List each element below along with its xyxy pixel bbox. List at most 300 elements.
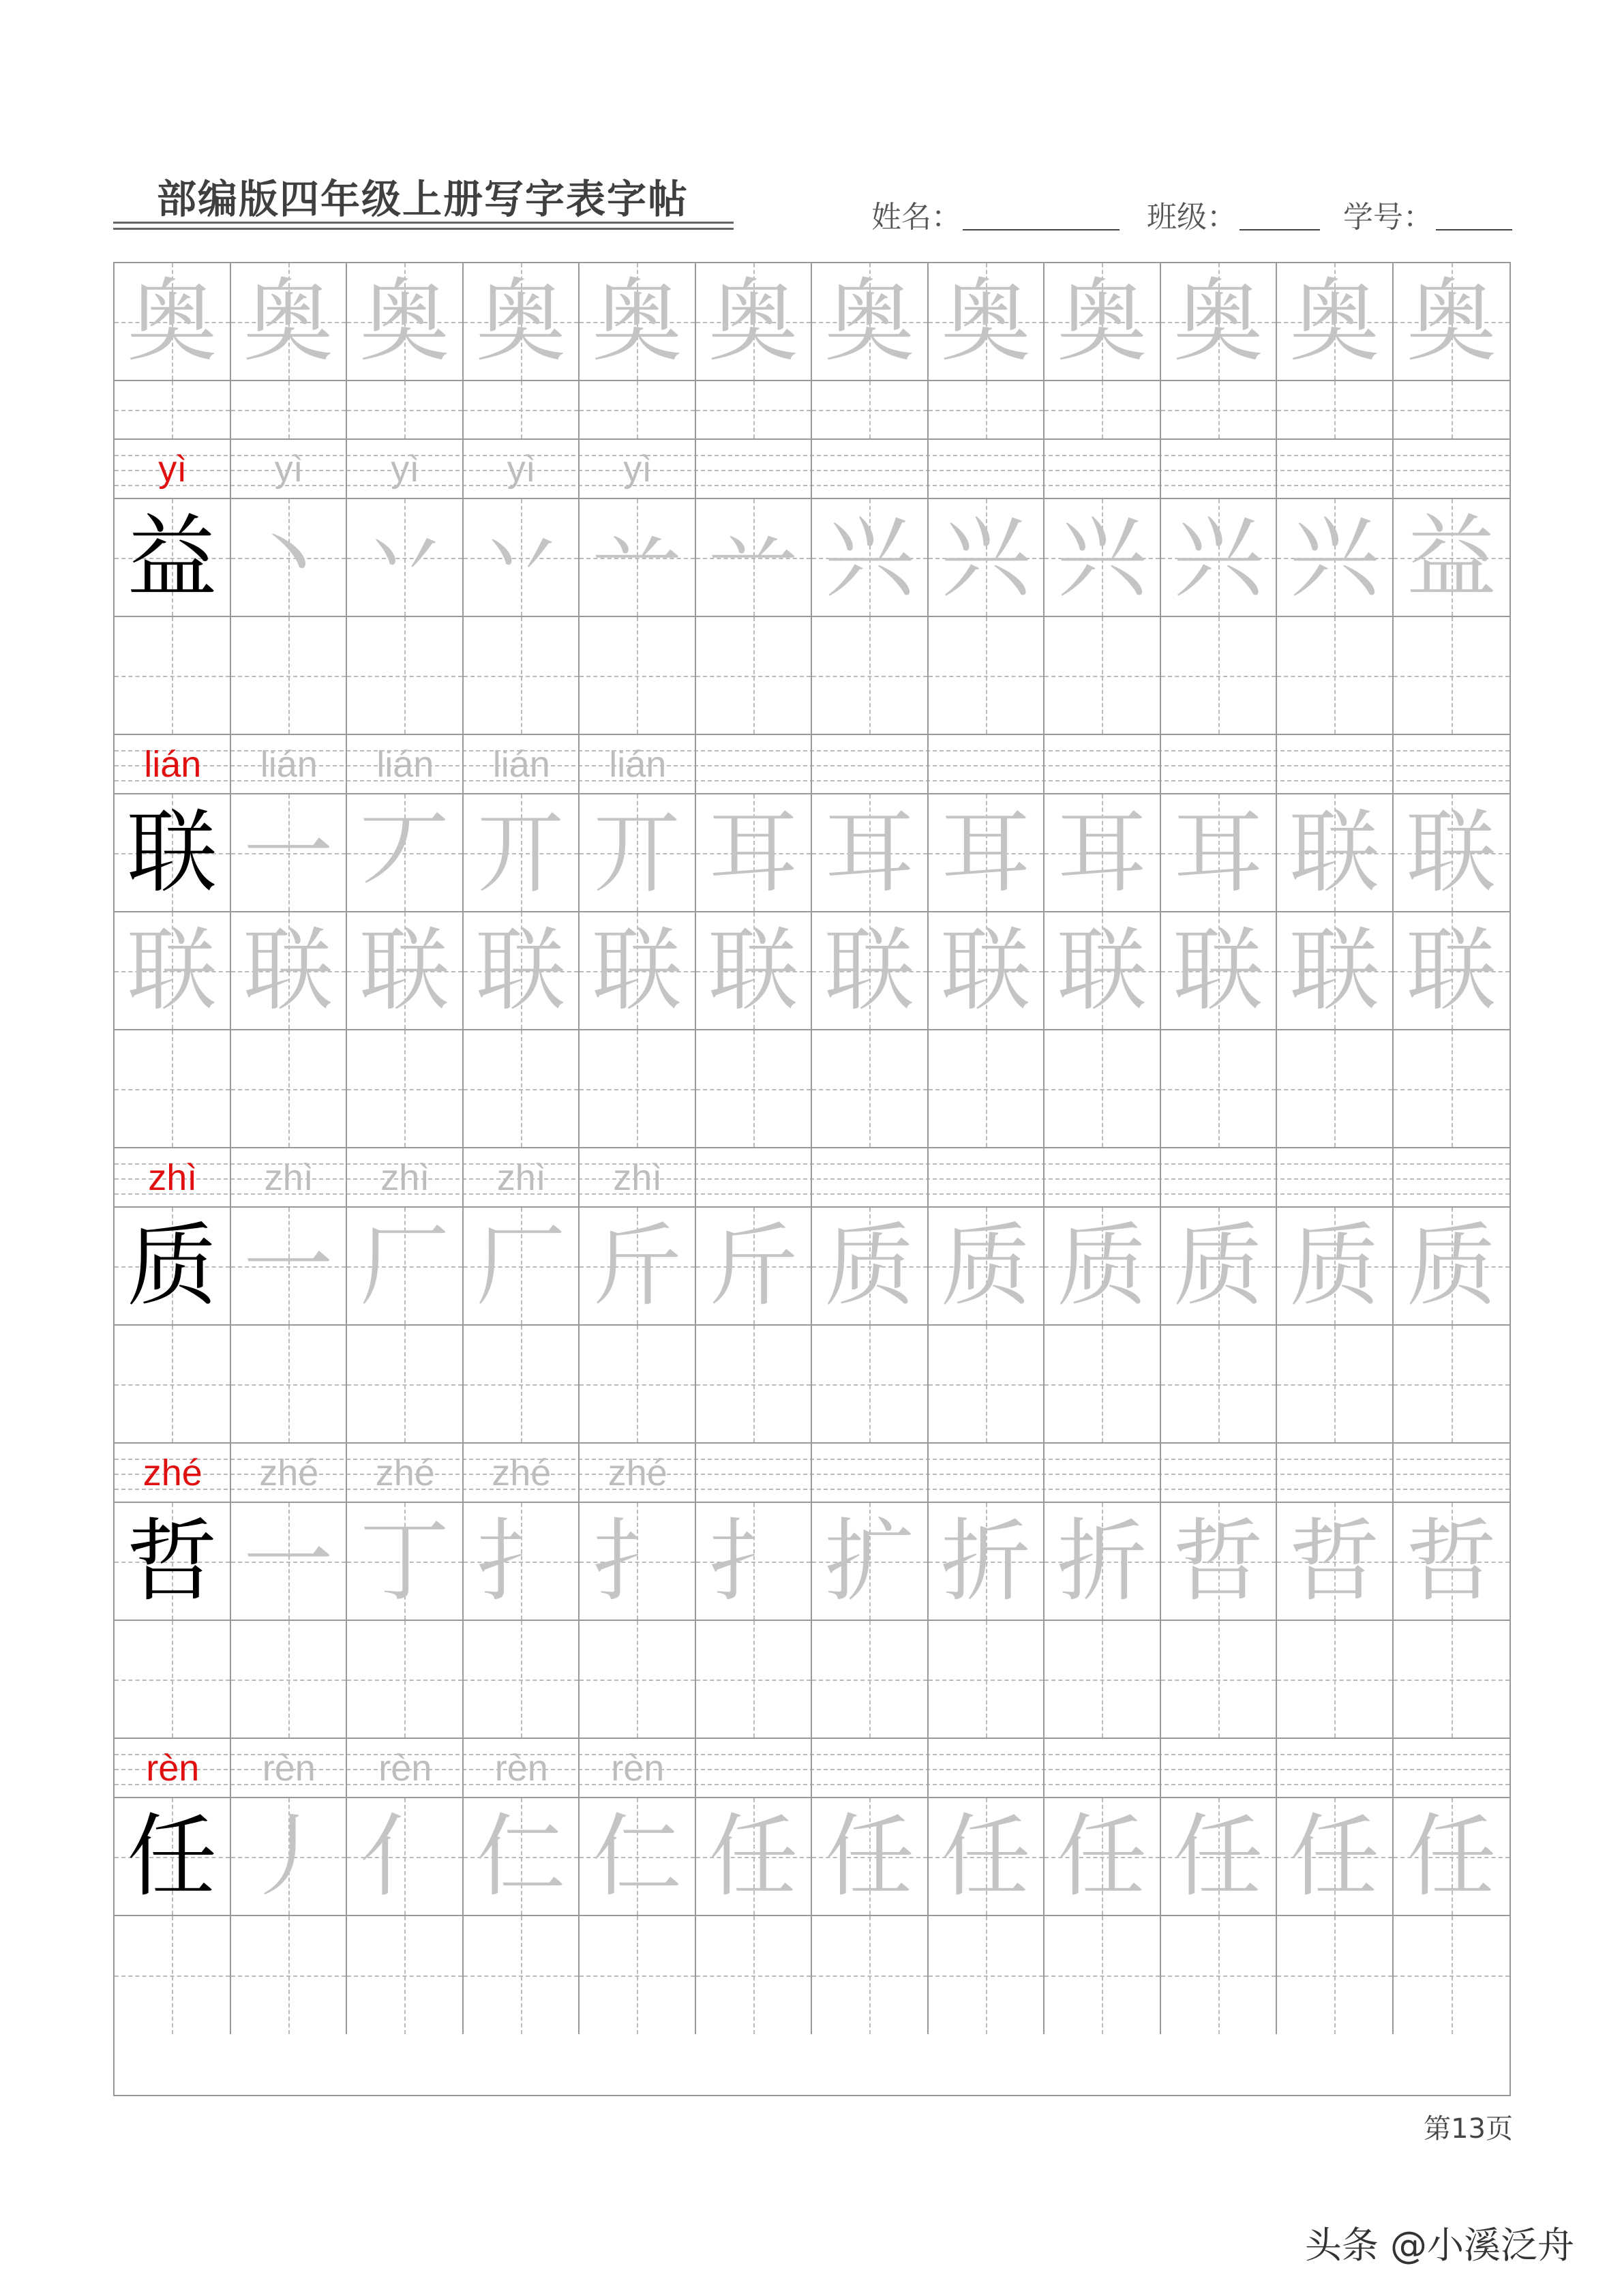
practice-cell: [1277, 263, 1394, 380]
pinyin-cell[interactable]: [929, 440, 1045, 498]
practice-cell: [1045, 1503, 1161, 1620]
practice-cell: [464, 1503, 580, 1620]
practice-cell: [929, 499, 1045, 616]
practice-cell[interactable]: [812, 381, 929, 438]
practice-cell[interactable]: [580, 1326, 696, 1442]
practice-cell[interactable]: [1161, 1326, 1278, 1442]
practice-cell: [347, 794, 464, 911]
stroke-step: 联: [1406, 800, 1497, 906]
practice-cell[interactable]: [812, 617, 929, 734]
practice-cell[interactable]: [580, 381, 696, 438]
practice-cell: [696, 499, 813, 616]
practice-cell: [929, 1798, 1045, 1915]
pinyin-cell[interactable]: [1045, 1148, 1161, 1206]
practice-cell: [115, 1798, 231, 1915]
stroke-step: 仁: [475, 1804, 566, 1909]
trace-char: 联: [243, 918, 333, 1024]
title-underline: [113, 222, 734, 230]
stroke-step: 耳: [708, 800, 798, 906]
stroke-step: 任: [940, 1804, 1031, 1909]
practice-cell: [347, 1798, 464, 1915]
pinyin-model: lián: [144, 743, 202, 785]
pinyin-trace: zhé: [492, 1452, 552, 1493]
stroke-step: 扌: [708, 1508, 798, 1614]
practice-cell[interactable]: [115, 1326, 231, 1442]
practice-cell[interactable]: [1045, 1621, 1161, 1738]
practice-cell: [1161, 1208, 1278, 1324]
practice-cell[interactable]: [1161, 1916, 1278, 2034]
stroke-step: 折: [940, 1508, 1031, 1614]
practice-cell[interactable]: [929, 1621, 1045, 1738]
practice-cell: [696, 912, 813, 1029]
char-row: [115, 1503, 1510, 1621]
pinyin-cell[interactable]: [696, 1148, 813, 1206]
practice-cell[interactable]: [812, 1030, 929, 1147]
name-label: 姓名：: [871, 200, 961, 235]
practice-cell: [1277, 794, 1394, 911]
practice-cell: [696, 1503, 813, 1620]
practice-cell[interactable]: [464, 1916, 580, 2034]
practice-cell: [929, 1503, 1045, 1620]
stroke-step: 任: [708, 1804, 798, 1909]
stroke-step: 䒑: [592, 505, 682, 610]
practice-cell[interactable]: [1045, 1326, 1161, 1442]
practice-cell[interactable]: [1277, 1030, 1394, 1147]
practice-cell[interactable]: [1277, 1621, 1394, 1738]
practice-cell[interactable]: [696, 1621, 813, 1738]
practice-cell: [115, 1208, 231, 1324]
practice-cell: [1277, 912, 1394, 1029]
practice-cell: [1161, 1503, 1278, 1620]
char-row: [115, 1208, 1510, 1326]
trace-char: 奥: [127, 269, 217, 374]
trace-char: 联: [1406, 918, 1497, 1024]
practice-cell[interactable]: [929, 1916, 1045, 2034]
practice-cell[interactable]: [1161, 1030, 1278, 1147]
stroke-step: 兴: [1289, 505, 1380, 610]
practice-cell[interactable]: [1277, 381, 1394, 438]
number-label: 学号：: [1343, 200, 1433, 235]
practice-cell: [1045, 912, 1161, 1029]
practice-cell[interactable]: [347, 1916, 464, 2034]
practice-cell: [580, 263, 696, 380]
pinyin-cell[interactable]: [1394, 1148, 1510, 1206]
stroke-step: 丷: [359, 505, 450, 610]
pinyin-row: [115, 1739, 1510, 1798]
stroke-step: 扌: [592, 1508, 682, 1614]
pinyin-trace: lián: [609, 743, 667, 785]
stroke-step: 质: [1289, 1213, 1380, 1319]
stroke-step: 质: [1406, 1213, 1497, 1319]
practice-cell[interactable]: [1277, 617, 1394, 734]
stroke-step: 哲: [1289, 1508, 1380, 1614]
stroke-step: 扩: [824, 1508, 915, 1614]
page-number: 第13页: [1424, 2113, 1513, 2145]
practice-cell: [231, 1503, 348, 1620]
practice-cell: [347, 499, 464, 616]
practice-cell[interactable]: [1394, 1326, 1510, 1442]
trace-char: 奥: [1289, 269, 1380, 374]
pinyin-cell[interactable]: [1161, 1444, 1278, 1502]
practice-cell[interactable]: [231, 1621, 348, 1738]
practice-cell[interactable]: [115, 617, 231, 734]
pinyin-cell[interactable]: [1161, 735, 1278, 793]
practice-cell[interactable]: [231, 1326, 348, 1442]
practice-cell: [115, 499, 231, 616]
stroke-step: 丁: [359, 1508, 450, 1614]
pinyin-trace: rèn: [611, 1747, 665, 1789]
stroke-step: 哲: [1173, 1508, 1263, 1614]
watermark: 头条 @小溪泛舟: [1304, 2224, 1574, 2267]
trace-char: 联: [359, 918, 450, 1024]
trace-char: 联: [1289, 918, 1380, 1024]
char-row: [115, 499, 1510, 617]
practice-cell: [812, 794, 929, 911]
stroke-step: 质: [1173, 1213, 1263, 1319]
trace-char: 奥: [1057, 269, 1147, 374]
practice-cell: [1045, 1798, 1161, 1915]
pinyin-cell[interactable]: [696, 1444, 813, 1502]
practice-cell[interactable]: [1394, 617, 1510, 734]
practice-cell: [231, 912, 348, 1029]
pinyin-cell[interactable]: [1045, 1739, 1161, 1797]
stroke-step: 厂: [475, 1213, 566, 1319]
pinyin-model: rèn: [146, 1747, 200, 1789]
trace-char: 奥: [1406, 269, 1497, 374]
trace-char: 联: [708, 918, 798, 1024]
practice-cell[interactable]: [347, 1030, 464, 1147]
stroke-step: 任: [824, 1804, 915, 1909]
practice-cell: [1394, 1503, 1510, 1620]
practice-cell: [1161, 1798, 1278, 1915]
pinyin-cell[interactable]: [696, 735, 813, 793]
stroke-step: 丿: [243, 1804, 333, 1909]
practice-cell[interactable]: [231, 1916, 348, 2034]
pinyin-trace: lián: [492, 743, 550, 785]
practice-cell[interactable]: [580, 1030, 696, 1147]
practice-cell[interactable]: [347, 381, 464, 438]
stroke-step: 任: [1173, 1804, 1263, 1909]
trace-char: 奥: [1173, 269, 1263, 374]
pinyin-cell[interactable]: [1394, 1739, 1510, 1797]
page-title: 部编版四年级上册写字表字帖: [157, 176, 689, 222]
stroke-step: 䒑: [708, 505, 798, 610]
practice-cell: [812, 1503, 929, 1620]
pinyin-row: [115, 1148, 1510, 1208]
practice-cell[interactable]: [696, 1030, 813, 1147]
pinyin-cell[interactable]: [1161, 1148, 1278, 1206]
char-row: [115, 794, 1510, 912]
pinyin-cell[interactable]: [929, 1739, 1045, 1797]
char-row: [115, 1030, 1510, 1148]
pinyin-trace: rèn: [262, 1747, 316, 1789]
pinyin-cell[interactable]: [812, 1444, 929, 1502]
practice-cell[interactable]: [347, 1621, 464, 1738]
pinyin-cell[interactable]: [1394, 1444, 1510, 1502]
practice-cell[interactable]: [1045, 1030, 1161, 1147]
stroke-step: 兴: [824, 505, 915, 610]
pinyin-cell[interactable]: [1394, 440, 1510, 498]
practice-cell[interactable]: [812, 1916, 929, 2034]
practice-cell: [1161, 263, 1278, 380]
practice-cell[interactable]: [347, 617, 464, 734]
pinyin-cell[interactable]: [812, 440, 929, 498]
trace-char: 联: [127, 918, 217, 1024]
practice-cell[interactable]: [1161, 381, 1278, 438]
practice-cell: [347, 1503, 464, 1620]
pinyin-trace: zhì: [613, 1157, 663, 1198]
practice-cell: [812, 912, 929, 1029]
practice-cell: [1045, 499, 1161, 616]
char-row: [115, 1326, 1510, 1444]
stroke-step: 耳: [1173, 800, 1263, 906]
pinyin-cell[interactable]: [1045, 440, 1161, 498]
trace-char: 联: [1173, 918, 1263, 1024]
trace-char: 联: [475, 918, 566, 1024]
pinyin-cell[interactable]: [1045, 1444, 1161, 1502]
stroke-step: 联: [1289, 800, 1380, 906]
practice-cell[interactable]: [1045, 1916, 1161, 2034]
stroke-step: 一: [243, 800, 333, 906]
pinyin-cell[interactable]: [929, 1148, 1045, 1206]
practice-cell: [464, 499, 580, 616]
char-row: [115, 912, 1510, 1030]
stroke-step: 丌: [592, 800, 682, 906]
practice-cell: [115, 794, 231, 911]
practice-cell: [1277, 499, 1394, 616]
trace-char: 奥: [940, 269, 1031, 374]
pinyin-cell[interactable]: [696, 1739, 813, 1797]
pinyin-trace: lián: [260, 743, 318, 785]
practice-cell[interactable]: [929, 1326, 1045, 1442]
pinyin-cell[interactable]: [696, 440, 813, 498]
pinyin-cell[interactable]: [812, 1739, 929, 1797]
trace-char: 奥: [243, 269, 333, 374]
stroke-step: 丷: [475, 505, 566, 610]
practice-cell[interactable]: [464, 381, 580, 438]
pinyin-cell[interactable]: [1277, 1148, 1394, 1206]
trace-char: 联: [1057, 918, 1147, 1024]
practice-cell[interactable]: [464, 1326, 580, 1442]
model-char: 质: [127, 1213, 217, 1319]
stroke-step: 斤: [708, 1213, 798, 1319]
practice-cell[interactable]: [580, 1916, 696, 2034]
pinyin-cell[interactable]: [1045, 735, 1161, 793]
stroke-step: 丆: [359, 800, 450, 906]
practice-cell: [1045, 1208, 1161, 1324]
pinyin-trace: zhé: [375, 1452, 435, 1493]
practice-cell[interactable]: [1394, 1916, 1510, 2034]
pinyin-trace: yì: [507, 448, 536, 490]
practice-cell: [231, 794, 348, 911]
practice-cell: [929, 912, 1045, 1029]
pinyin-model: zhé: [142, 1452, 202, 1493]
pinyin-model: yì: [158, 448, 187, 490]
practice-cell: [580, 1503, 696, 1620]
practice-cell: [464, 1798, 580, 1915]
practice-cell: [231, 1798, 348, 1915]
practice-cell: [929, 263, 1045, 380]
stroke-step: 任: [1057, 1804, 1147, 1909]
practice-cell[interactable]: [231, 617, 348, 734]
pinyin-cell[interactable]: [1277, 440, 1394, 498]
class-field[interactable]: [1240, 229, 1320, 230]
class-label: 班级：: [1147, 200, 1237, 235]
practice-cell: [1394, 1208, 1510, 1324]
pinyin-row: [115, 440, 1510, 499]
pinyin-cell[interactable]: [1161, 440, 1278, 498]
practice-cell: [1277, 1798, 1394, 1915]
practice-cell: [231, 263, 348, 380]
trace-char: 奥: [592, 269, 682, 374]
model-char: 益: [127, 505, 217, 610]
trace-char: 奥: [359, 269, 450, 374]
stroke-step: 仁: [592, 1804, 682, 1909]
practice-cell[interactable]: [115, 381, 231, 438]
pinyin-trace: zhì: [264, 1157, 314, 1198]
number-field[interactable]: [1436, 229, 1512, 230]
practice-cell: [1394, 499, 1510, 616]
stroke-step: 兴: [940, 505, 1031, 610]
pinyin-cell[interactable]: [929, 735, 1045, 793]
practice-cell[interactable]: [580, 1621, 696, 1738]
pinyin-cell[interactable]: [812, 735, 929, 793]
stroke-step: 一: [243, 1213, 333, 1319]
char-row: [115, 1916, 1510, 2034]
stroke-step: 斤: [592, 1213, 682, 1319]
pinyin-trace: zhé: [607, 1452, 667, 1493]
pinyin-cell[interactable]: [1277, 1444, 1394, 1502]
model-char: 联: [127, 800, 217, 906]
stroke-step: 亻: [359, 1804, 450, 1909]
trace-char: 奥: [824, 269, 915, 374]
model-char: 任: [127, 1804, 217, 1909]
practice-cell[interactable]: [1394, 1621, 1510, 1738]
practice-cell: [1045, 794, 1161, 911]
practice-cell: [464, 912, 580, 1029]
stroke-step: 质: [940, 1213, 1031, 1319]
practice-cell[interactable]: [929, 381, 1045, 438]
practice-cell[interactable]: [812, 1326, 929, 1442]
practice-cell[interactable]: [1277, 1326, 1394, 1442]
practice-cell: [1161, 794, 1278, 911]
practice-cell[interactable]: [929, 617, 1045, 734]
practice-cell: [580, 794, 696, 911]
pinyin-trace: zhì: [496, 1157, 546, 1198]
char-row: [115, 1798, 1510, 1916]
practice-cell: [812, 499, 929, 616]
practice-cell: [812, 1208, 929, 1324]
practice-cell: [464, 1208, 580, 1324]
trace-char: 奥: [708, 269, 798, 374]
stroke-step: 益: [1406, 505, 1497, 610]
practice-cell: [1045, 263, 1161, 380]
practice-cell: [929, 794, 1045, 911]
practice-cell: [580, 499, 696, 616]
practice-cell[interactable]: [115, 1621, 231, 1738]
practice-cell[interactable]: [464, 1030, 580, 1147]
practice-cell: [115, 912, 231, 1029]
practice-cell: [1277, 1208, 1394, 1324]
pinyin-row: [115, 1444, 1510, 1503]
pinyin-cell[interactable]: [1394, 735, 1510, 793]
stroke-step: 质: [1057, 1213, 1147, 1319]
practice-grid: [113, 262, 1511, 2096]
practice-cell: [347, 1208, 464, 1324]
practice-cell[interactable]: [231, 381, 348, 438]
practice-cell[interactable]: [1277, 1916, 1394, 2034]
practice-cell[interactable]: [812, 1621, 929, 1738]
practice-cell[interactable]: [1045, 381, 1161, 438]
practice-cell: [696, 794, 813, 911]
practice-cell: [580, 1208, 696, 1324]
practice-cell: [347, 912, 464, 1029]
stroke-step: 折: [1057, 1508, 1147, 1614]
practice-cell: [696, 1208, 813, 1324]
stroke-step: 丶: [243, 505, 333, 610]
practice-cell[interactable]: [347, 1326, 464, 1442]
practice-cell: [347, 263, 464, 380]
practice-cell[interactable]: [464, 617, 580, 734]
stroke-step: 哲: [1406, 1508, 1497, 1614]
practice-cell[interactable]: [1045, 617, 1161, 734]
practice-cell: [1394, 263, 1510, 380]
char-row: [115, 381, 1510, 440]
trace-char: 奥: [475, 269, 566, 374]
practice-cell[interactable]: [1161, 617, 1278, 734]
practice-cell[interactable]: [231, 1030, 348, 1147]
practice-cell[interactable]: [696, 1326, 813, 1442]
practice-cell: [580, 1798, 696, 1915]
pinyin-cell[interactable]: [812, 1148, 929, 1206]
pinyin-cell[interactable]: [1277, 1739, 1394, 1797]
practice-cell[interactable]: [464, 1621, 580, 1738]
practice-cell[interactable]: [580, 617, 696, 734]
pinyin-trace: rèn: [378, 1747, 432, 1789]
practice-cell: [464, 794, 580, 911]
practice-cell[interactable]: [696, 381, 813, 438]
practice-cell: [1277, 1503, 1394, 1620]
practice-cell: [115, 1503, 231, 1620]
name-field[interactable]: [963, 229, 1120, 230]
pinyin-trace: rèn: [494, 1747, 548, 1789]
pinyin-model: zhì: [148, 1157, 198, 1198]
stroke-step: 耳: [824, 800, 915, 906]
practice-cell[interactable]: [115, 1916, 231, 2034]
stroke-step: 任: [1406, 1804, 1497, 1909]
practice-cell[interactable]: [696, 1916, 813, 2034]
practice-cell[interactable]: [1394, 381, 1510, 438]
stroke-step: 扌: [475, 1508, 566, 1614]
pinyin-cell[interactable]: [929, 1444, 1045, 1502]
practice-cell[interactable]: [1161, 1621, 1278, 1738]
pinyin-trace: yì: [391, 448, 420, 490]
trace-char: 联: [824, 918, 915, 1024]
practice-cell[interactable]: [696, 617, 813, 734]
stroke-step: 质: [824, 1213, 915, 1319]
model-char: 哲: [127, 1508, 217, 1614]
practice-cell: [115, 263, 231, 380]
practice-cell[interactable]: [115, 1030, 231, 1147]
practice-cell: [231, 499, 348, 616]
practice-cell: [812, 263, 929, 380]
practice-cell[interactable]: [929, 1030, 1045, 1147]
stroke-step: 兴: [1173, 505, 1263, 610]
practice-cell: [1161, 912, 1278, 1029]
practice-cell[interactable]: [1394, 1030, 1510, 1147]
pinyin-cell[interactable]: [1277, 735, 1394, 793]
pinyin-cell[interactable]: [1161, 1739, 1278, 1797]
